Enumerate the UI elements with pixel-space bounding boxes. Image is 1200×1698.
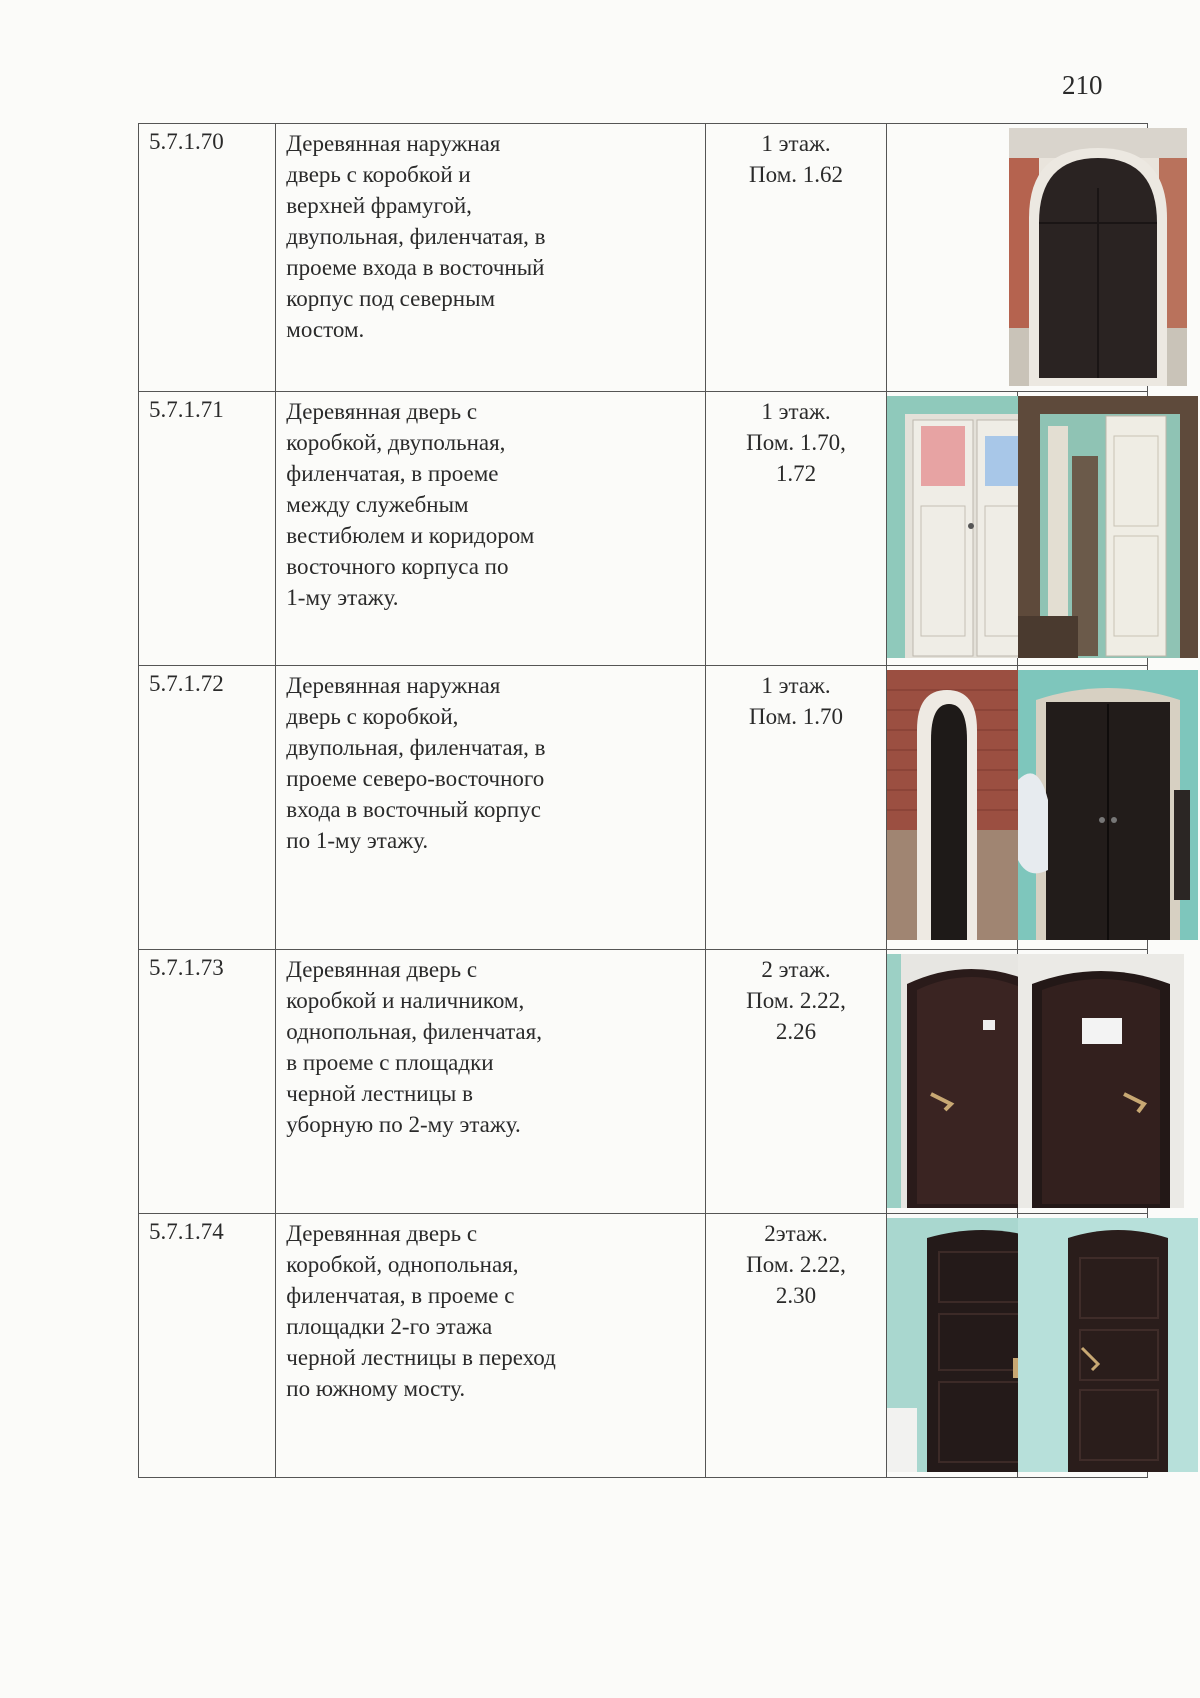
page-number: 210 bbox=[1062, 70, 1103, 100]
photo-cell bbox=[887, 1214, 1017, 1478]
photo-cell bbox=[1017, 666, 1147, 950]
item-location: 1 этаж. Пом. 1.70 bbox=[705, 666, 886, 950]
photo-cell bbox=[1017, 1214, 1147, 1478]
item-description: Деревянная наружная дверь с коробкой, двупольная, филенчатая, в проеме северо-восточного входа в восточный корпус по 1-му этажу. bbox=[276, 666, 706, 950]
table-row bbox=[139, 124, 1148, 392]
photo-cell bbox=[1017, 950, 1147, 1214]
item-location: 2 этаж. Пом. 2.22, 2.26 bbox=[705, 950, 886, 1214]
table-row bbox=[139, 392, 1148, 666]
photo-cell bbox=[887, 392, 1017, 666]
item-description: Деревянная наружная дверь с коробкой и верхней фрамугой, двупольная, филенчатая, в проеме входа в восточный корпус под северным мостом. bbox=[276, 124, 706, 392]
item-code: 5.7.1.70 bbox=[139, 124, 276, 392]
dark-panel-door-handle-photo bbox=[1018, 1218, 1198, 1472]
item-description: Деревянная дверь с коробкой, двупольная, филенчатая, в проеме между служебным вестибюлем и коридором восточного корпуса по 1-му этажу. bbox=[276, 392, 706, 666]
photo-cell bbox=[887, 124, 1148, 392]
item-description: Деревянная дверь с коробкой, однопольная, филенчатая, в проеме с площадки 2-го этажа черной лестницы в переход по южному мосту. bbox=[276, 1214, 706, 1478]
table-row bbox=[139, 666, 1148, 950]
item-location: 1 этаж. Пом. 1.62 bbox=[705, 124, 886, 392]
inventory-table bbox=[138, 123, 1148, 1478]
dark-single-door-sign-photo bbox=[1018, 954, 1184, 1208]
photo-cell bbox=[887, 666, 1017, 950]
table-row bbox=[139, 1214, 1148, 1478]
arched-double-door-brick-photo bbox=[1009, 128, 1187, 386]
item-code: 5.7.1.74 bbox=[139, 1214, 276, 1478]
item-code: 5.7.1.72 bbox=[139, 666, 276, 950]
photo-cell bbox=[1017, 392, 1147, 666]
item-description: Деревянная дверь с коробкой и наличником, однопольная, филенчатая, в проеме с площадки черной лестницы в уборную по 2-му этажу. bbox=[276, 950, 706, 1214]
item-location: 1 этаж. Пом. 1.70, 1.72 bbox=[705, 392, 886, 666]
table-row bbox=[139, 950, 1148, 1214]
item-code: 5.7.1.71 bbox=[139, 392, 276, 666]
item-location: 2этаж. Пом. 2.22, 2.30 bbox=[705, 1214, 886, 1478]
item-code: 5.7.1.73 bbox=[139, 950, 276, 1214]
open-white-door-photo bbox=[1018, 396, 1198, 658]
dark-double-door-interior-photo bbox=[1018, 670, 1198, 940]
photo-cell bbox=[887, 950, 1017, 1214]
